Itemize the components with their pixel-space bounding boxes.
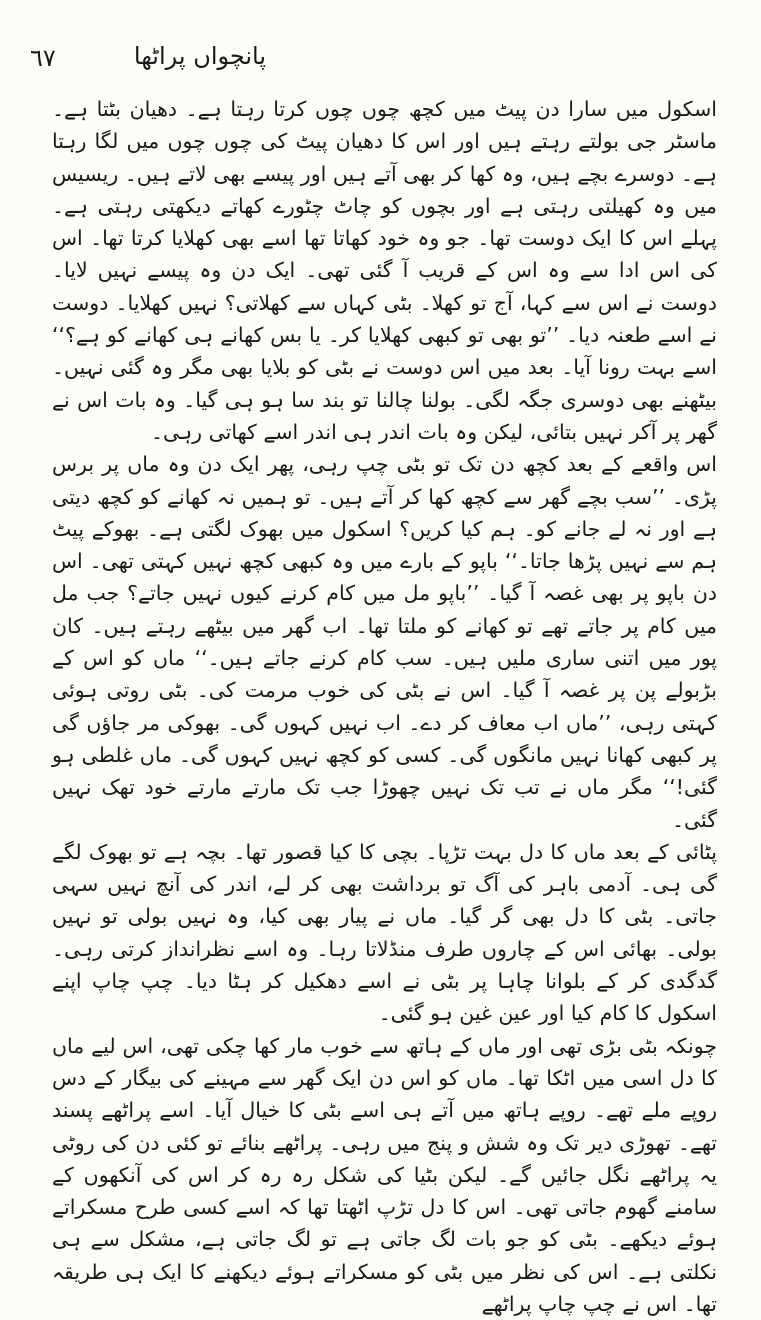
running-title: پانچواں پراٹھا xyxy=(133,42,267,70)
paragraph: اسکول میں سارا دن پیٹ میں کچھ چوں چوں کرتا رہتا ہے۔ دھیان بٹتا ہے۔ ماسٹر جی بولتے رہتے ہیں اور اس کا دھیان پیٹ کی چوں چوں میں لگا رہتا ہے۔ دوسرے بچے ہیں، وہ کھا کر بھی آتے ہیں اور پیسے بھی لاتے ہیں۔ ریسیس میں وہ کھیلتی رہتی ہے اور بچوں کو چاٹ چٹورے کھاتے دیکھتی رہتی ہے۔ پہلے اس کا ایک دوست تھا۔ جو وہ خود کھاتا تھا اسے بھی کھلایا کرتا تھا۔ اس کی اس ادا سے وہ اس کے قریب آ گئی تھی۔ ایک دن وہ پیسے نہیں لایا۔ دوست نے اس سے کہا، آج تو کھلا۔ بٹی کہاں سے کھلاتی؟ نہیں کھلایا۔ دوست نے اسے طعنہ دیا۔ ’’تو بھی تو کبھی کھلایا کر۔ یا بس کھانے ہی کھانے کو ہے؟‘‘ اسے بہت رونا آیا۔ بعد میں اس دوست نے بٹی کو بلایا بھی مگر وہ گئی نہیں۔ بیٹھنے بھی دوسری جگہ لگی۔ بولنا چالنا تو بند سا ہو ہی گیا۔ وہ بات اس نے گھر پر آکر نہیں بتائی، لیکن وہ بات اندر ہی اندر اسے کھاتی رہی۔ xyxy=(52,97,717,444)
body-text xyxy=(52,93,717,1320)
page-header xyxy=(0,40,761,80)
page-number: ٦٧ xyxy=(30,44,56,72)
paragraph: چونکہ بٹی بڑی تھی اور ماں کے ہاتھ سے خوب مار کھا چکی تھی، اس لیے ماں کا دل اسی میں اٹکا تھا۔ ماں کو اس دن ایک گھر سے مہینے کی بیگار کے دس روپے ملے تھے۔ روپے ہاتھ میں آتے ہی اسے بٹی کا خیال آیا۔ اسے پراٹھے پسند تھے۔ تھوڑی دیر تک وہ شش و پنج میں رہی۔ پراٹھے بنائے تو کئی دن کی روٹی یہ پراٹھے نگل جائیں گے۔ لیکن بٹیا کی شکل رہ رہ کر اس کی آنکھوں کے سامنے گھوم جاتی تھی۔ اس کا دل تڑپ اٹھتا تھا کہ اسے کسی طرح مسکراتے ہوئے دیکھے۔ بٹی کو جو بات لگ جاتی ہے تو لگ جاتی ہے، مشکل سے ہی نکلتی ہے۔ اس کی نظر میں بٹی کو مسکراتے ہوئے دیکھنے کا ایک ہی طریقہ تھا۔ اس نے چپ چاپ پراٹھے xyxy=(52,1033,717,1316)
paragraph: اس واقعے کے بعد کچھ دن تک تو بٹی چپ رہی، پھر ایک دن وہ ماں پر برس پڑی۔ ’’سب بچے گھر سے کچھ کھا کر آتے ہیں۔ تو ہمیں نہ کھانے کو کچھ دیتی ہے اور نہ لے جانے کو۔ ہم کیا کریں؟ اسکول میں بھوک لگتی ہے۔ بھوکے پیٹ ہم سے نہیں پڑھا جاتا۔‘‘ باپو کے بارے میں وہ کبھی کچھ نہیں کہتی تھی۔ اس دن باپو پر بھی غصہ آ گیا۔ ’’باپو مل میں کام کرنے کیوں نہیں جاتے؟ جب مل میں کام پر جاتے تھے تو کھانے کو ملتا تھا۔ اب گھر میں بیٹھے رہتے ہیں۔ کان پور میں اتنی ساری ملیں ہیں۔ سب کام کرنے جاتے ہیں۔‘‘ ماں کو اس کے بڑبولے پن پر غصہ آ گیا۔ اس نے بٹی کی خوب مرمت کی۔ بٹی روتی ہوئی کہتی رہی، ’’ماں اب معاف کر دے۔ اب نہیں کہوں گی۔ بھوکی مر جاؤں گی پر کبھی کھانا نہیں مانگوں گی۔ کسی کو کچھ نہیں کہوں گی۔ ماں غلطی ہو گئی!‘‘ مگر ماں نے تب تک نہیں چھوڑا جب تک مارتے مارتے خود تھک نہیں گئی۔ xyxy=(52,452,717,832)
paragraph: پٹائی کے بعد ماں کا دل بہت تڑپا۔ بچی کا کیا قصور تھا۔ بچہ ہے تو بھوک لگے گی ہی۔ آدمی باہر کی آگ تو برداشت بھی کر لے، اندر کی آنچ نہیں سہی جاتی۔ بٹی کا دل بھی گر گیا۔ ماں نے پیار بھی کیا، وہ نہیں بولی تو نہیں بولی۔ بھائی اس کے چاروں طرف منڈلاتا رہا۔ وہ اسے نظرانداز کرتی رہی۔ گدگدی کر کے بلوانا چاہا پر بٹی نے اسے دھکیل کر ہٹا دیا۔ چپ چاپ اپنے اسکول کا کام کیا اور عین غین ہو گئی۔ xyxy=(52,839,717,1026)
